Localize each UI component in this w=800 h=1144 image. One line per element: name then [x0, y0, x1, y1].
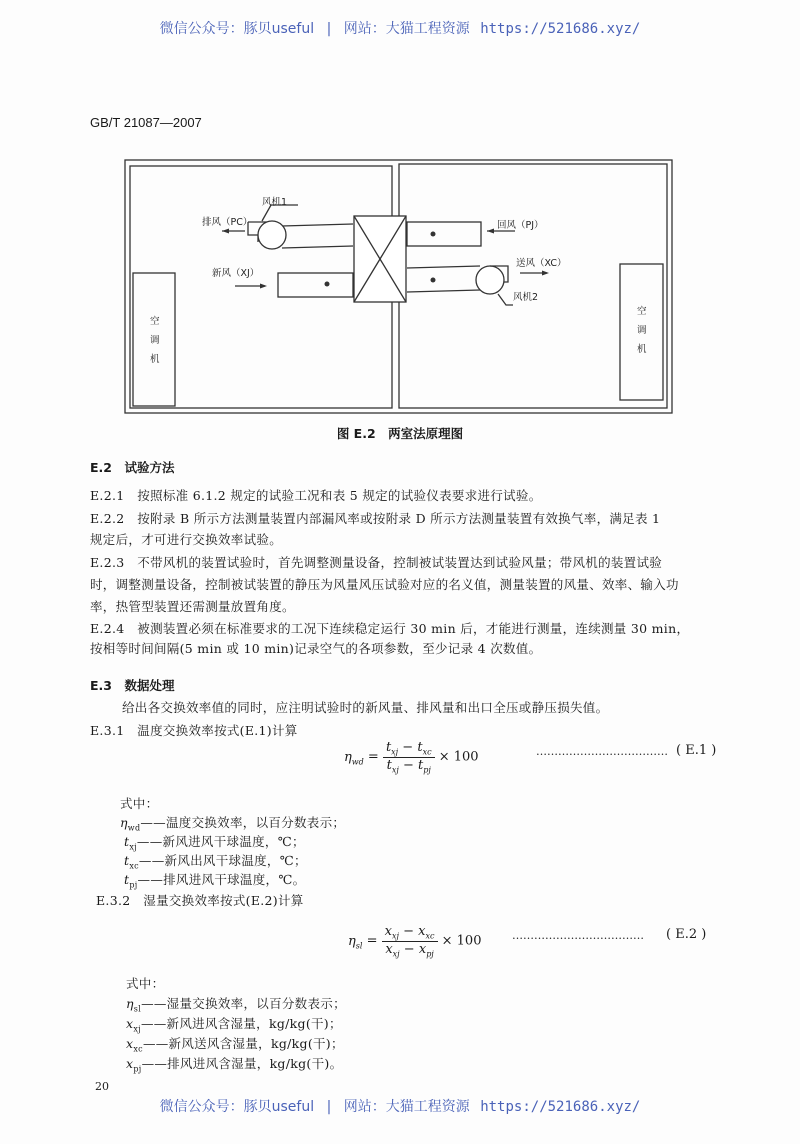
watermark-site-name: 大猫工程资源	[385, 1099, 470, 1115]
watermark-wechat-label: 微信公众号：	[159, 1099, 244, 1115]
paragraph-line: E.2.4 被测装置必须在标准要求的工况下连续稳定运行 30 min 后，才能进行测量，连续测量 30 min，	[90, 621, 690, 636]
exhaust-duct	[282, 224, 353, 248]
label-ac-right: 空	[637, 306, 647, 317]
sensor-point	[431, 278, 436, 283]
watermark-url-link[interactable]: https://521686.xyz/	[480, 1099, 641, 1115]
paragraph-line: 按相等时间间隔(5 min 或 10 min)记录空气的各项参数，至少记录 4 次数值。	[90, 641, 542, 656]
watermark-wechat-name: 豚贝useful	[243, 1099, 315, 1115]
label-return: 回风（PJ）	[497, 220, 544, 231]
watermark-site-name: 大猫工程资源	[385, 21, 470, 37]
standard-number: GB/T 21087—2007	[90, 115, 202, 130]
definition-item: $t_{pj}——$排风进风干球温度，℃。	[124, 872, 306, 890]
definition-item: $t_{xc}——$新风出风干球温度，℃；	[124, 853, 307, 871]
equation-e2: $\eta_{sl}$ = $\frac{x_{xj} - x_{xc}}{x_{xj} - x_{pj}}$ × 100	[348, 924, 482, 959]
label-fresh: 新风（XJ）	[212, 268, 260, 279]
supply-duct	[407, 266, 480, 292]
equation-e2-number: ( E.2 )	[666, 927, 707, 942]
label-exhaust: 排风（PC）	[202, 217, 253, 228]
definition-item: $x_{xc}——$新风送风含湿量，kg/kg(干)；	[126, 1036, 344, 1054]
watermark-wechat-name: 豚贝useful	[243, 21, 315, 37]
where-label: 式中：	[120, 796, 159, 811]
right-room	[399, 164, 667, 408]
section-heading-e3: E.3 数据处理	[90, 678, 175, 693]
watermark-site-label: 网站：	[343, 21, 386, 37]
watermark-site-label: 网站：	[343, 1099, 386, 1115]
paragraph-line: E.2.2 按附录 B 所示方法测量装置内部漏风率或按附录 D 所示方法测量装置有效换气率，满足表 1	[90, 511, 661, 526]
where-label: 式中：	[126, 976, 165, 991]
watermark-separator: |	[326, 21, 332, 37]
sensor-point	[431, 232, 436, 237]
two-room-diagram	[0, 0, 800, 420]
label-fan1: 风机1	[262, 197, 288, 208]
paragraph-line: E.2.1 按照标准 6.1.2 规定的试验工况和表 5 规定的试验仪表要求进行试验。	[90, 488, 542, 503]
paragraph-line: 规定后，才可进行交换效率试验。	[90, 532, 283, 547]
equation-e1: $\eta_{wd}$ = $\frac{t_{xj} - t_{xc}}{t_{xj} - t_{pj}}$ × 100	[344, 740, 479, 775]
label-ac-left: 空	[150, 316, 160, 327]
label-ac-left: 机	[150, 354, 160, 365]
section-heading-e2: E.2 试验方法	[90, 460, 175, 475]
watermark-separator: |	[326, 1099, 332, 1115]
page-number: 20	[95, 1080, 109, 1093]
equation-e2-leader: ………………………………	[512, 929, 644, 942]
paragraph-line: 时，调整测量设备，控制被试装置的静压为风量风压试验对应的名义值，测量装置的风量、效率、输入功	[90, 577, 679, 592]
watermark-url-link[interactable]: https://521686.xyz/	[480, 21, 641, 37]
subsection-e32-title: E.3.2 湿量交换效率按式(E.2)计算	[96, 893, 304, 908]
paragraph-line: 给出各交换效率值的同时，应注明试验时的新风量、排风量和出口全压或静压损失值。	[122, 700, 609, 715]
label-ac-right: 机	[637, 344, 647, 355]
fresh-air-duct	[278, 273, 353, 297]
definition-item: $x_{xj}——$新风进风含湿量，kg/kg(干)；	[126, 1016, 342, 1034]
definition-item: $\eta_{sl}——$湿量交换效率，以百分数表示；	[126, 996, 346, 1014]
return-air-duct	[407, 222, 481, 246]
figure-caption: 图 E.2 两室法原理图	[336, 426, 464, 441]
label-ac-right: 调	[637, 325, 647, 336]
paragraph-line: E.2.3 不带风机的装置试验时，首先调整测量设备，控制被试装置达到试验风量；带风机的装置试验	[90, 555, 663, 570]
equation-e1-leader: ………………………………	[536, 745, 668, 758]
label-supply: 送风（XC）	[516, 258, 567, 269]
fan2	[476, 266, 504, 294]
subsection-e31-title: E.3.1 温度交换效率按式(E.1)计算	[90, 723, 298, 738]
sensor-point	[325, 282, 330, 287]
watermark-bottom	[0, 1096, 800, 1116]
label-fan2: 风机2	[513, 292, 539, 303]
label-ac-left: 调	[150, 335, 160, 346]
paragraph-line: 率，热管型装置还需测量放置角度。	[90, 599, 295, 614]
definition-item: $t_{xj}——$新风进风干球温度，℃；	[124, 834, 305, 852]
fan1	[258, 221, 286, 249]
equation-e1-number: ( E.1 )	[676, 743, 717, 758]
definition-item: $\eta_{wd}——$温度交换效率，以百分数表示；	[120, 815, 346, 833]
definition-item: $x_{pj}——$排风进风含湿量，kg/kg(干)。	[126, 1056, 343, 1074]
watermark-wechat-label: 微信公众号：	[159, 21, 244, 37]
